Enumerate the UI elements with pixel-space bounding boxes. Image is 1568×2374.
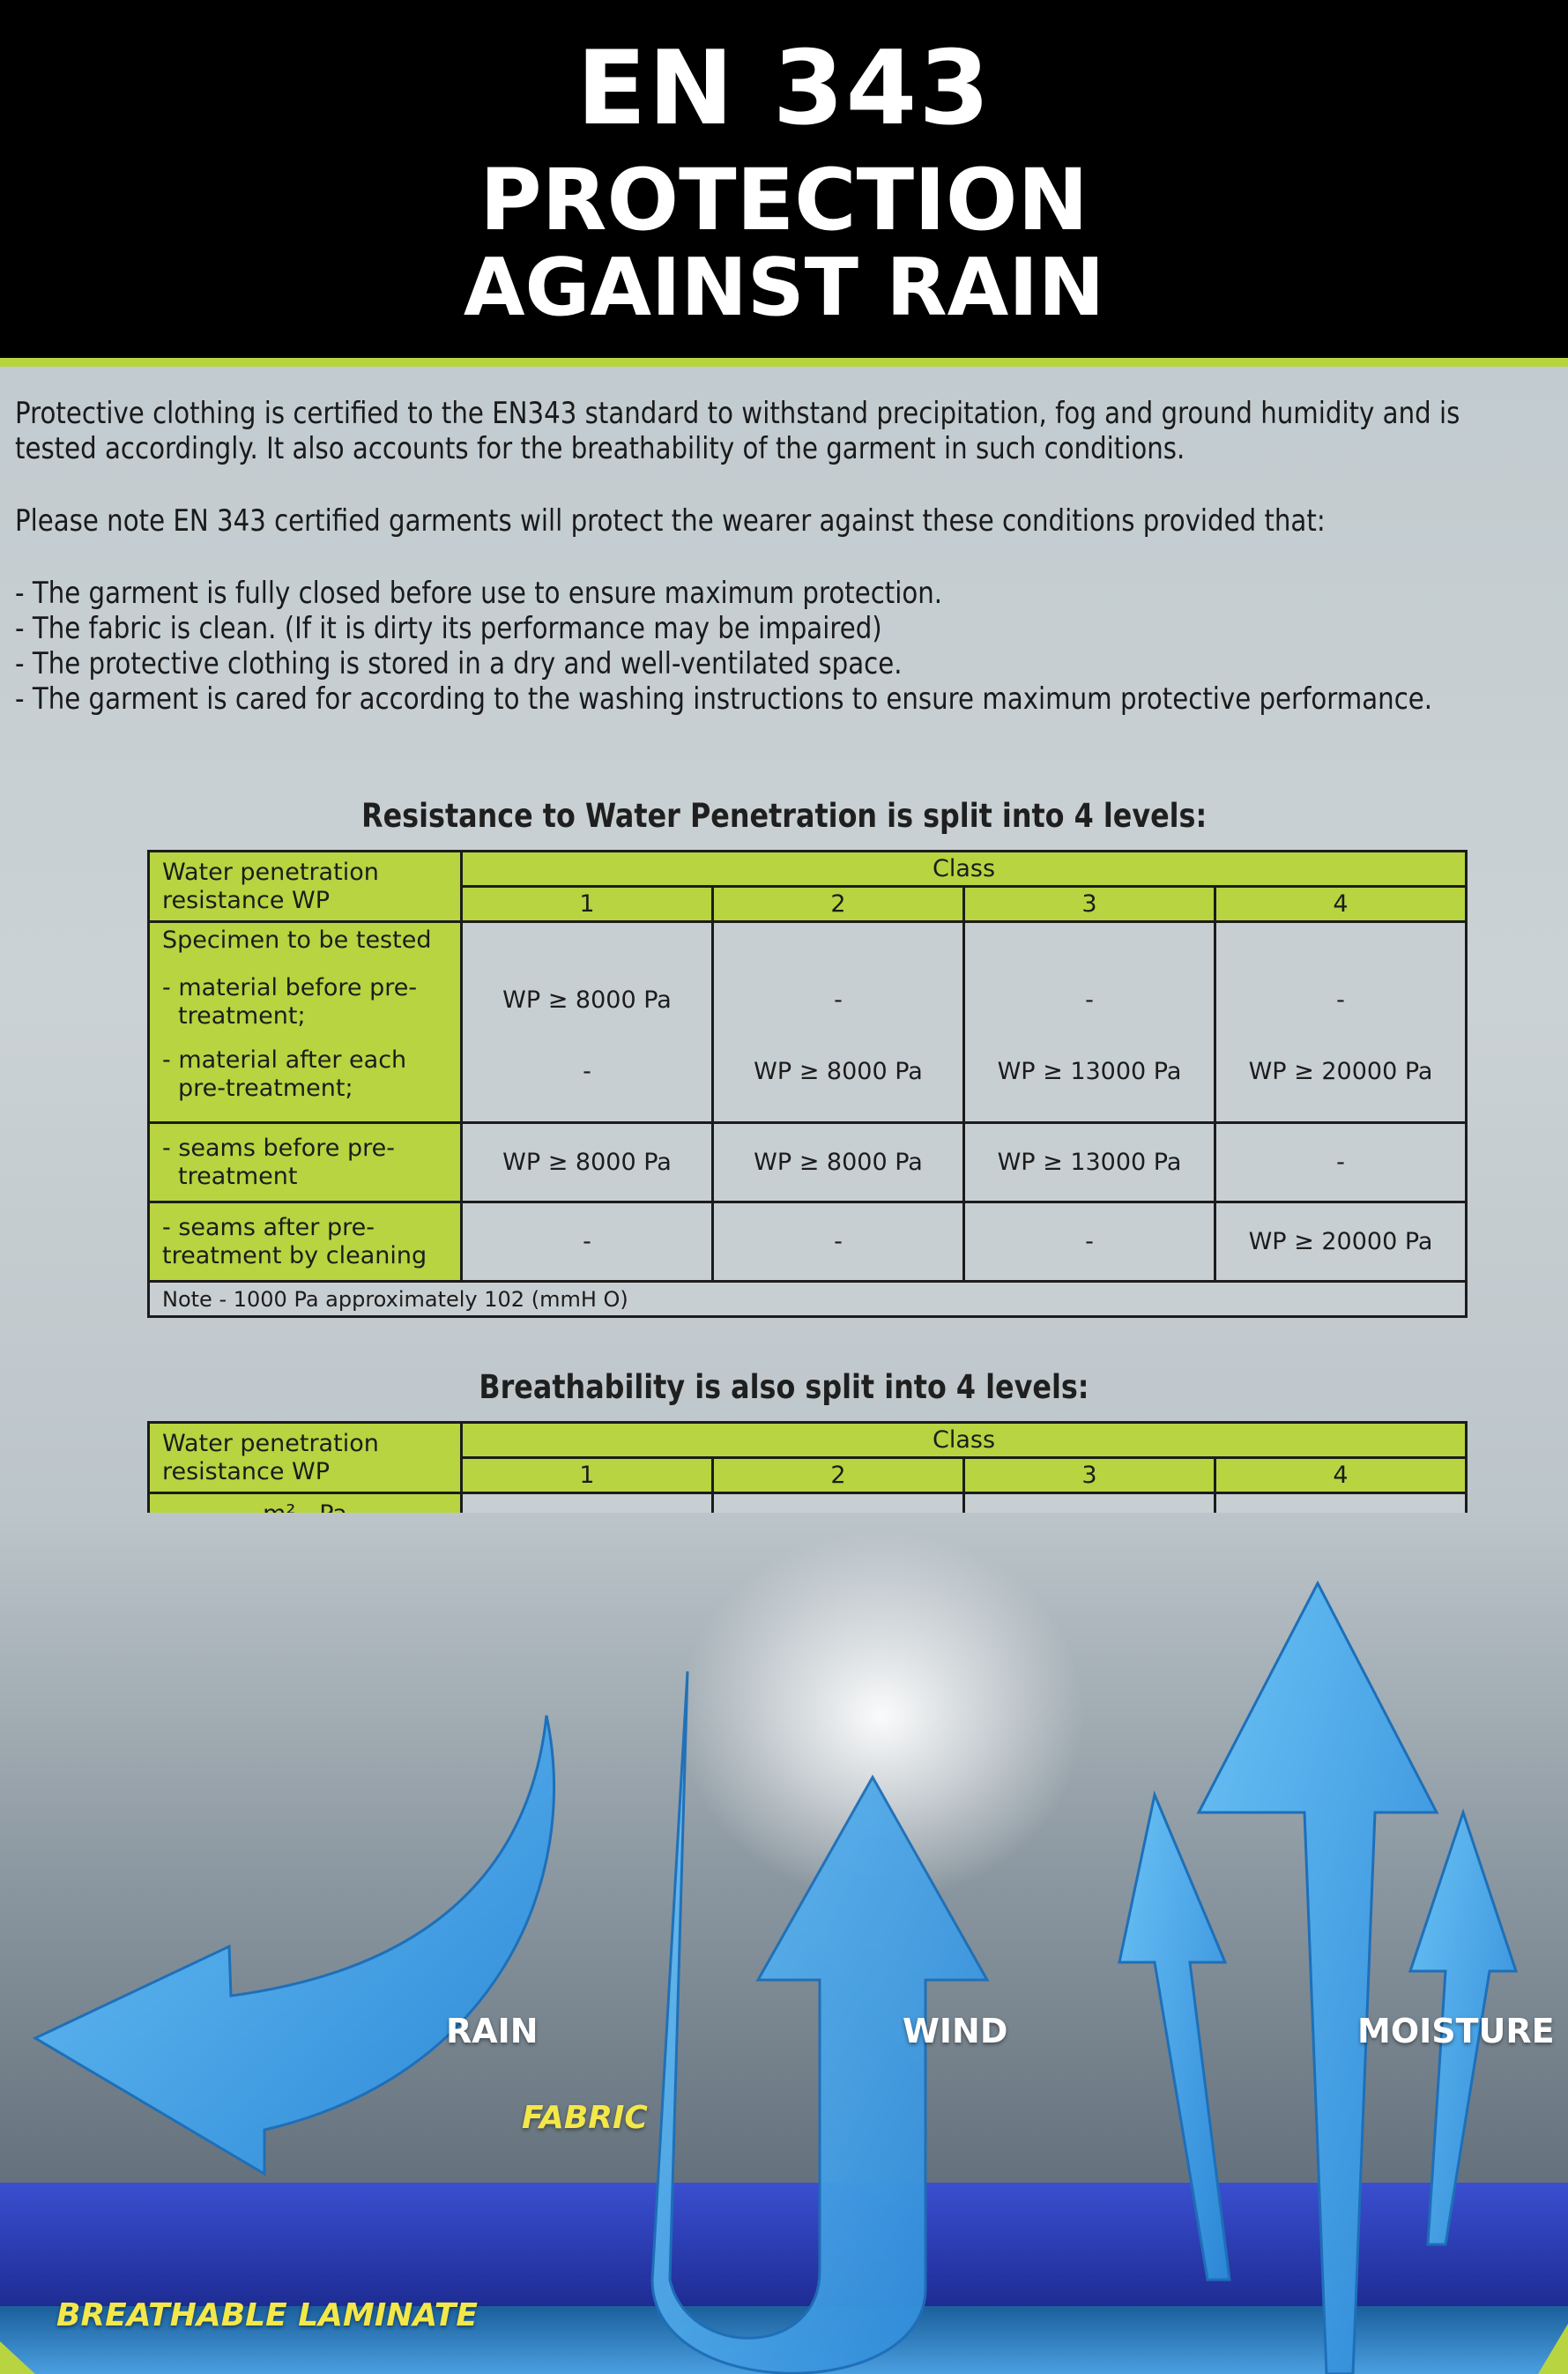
condition-item: - The fabric is clean. (If it is dirty its performance may be impaired) bbox=[15, 611, 882, 646]
table2-class-4: 4 bbox=[1215, 1458, 1467, 1493]
table1-cell: WP ≥ 8000 Pa - bbox=[462, 922, 713, 1123]
table1-cell: - WP ≥ 20000 Pa bbox=[1215, 922, 1467, 1123]
table1-note: Note - 1000 Pa approximately 102 (mmH O) bbox=[149, 1282, 1467, 1317]
content-area bbox=[0, 367, 1568, 1513]
accent-stripe bbox=[0, 358, 1568, 367]
table1-cell: WP ≥ 13000 Pa bbox=[964, 1123, 1215, 1202]
table1-cell: WP ≥ 20000 Pa bbox=[1215, 1202, 1467, 1282]
rain-label: RAIN bbox=[446, 2012, 539, 2050]
intro-text bbox=[15, 396, 1546, 717]
moisture-label: MOISTURE bbox=[1357, 2012, 1555, 2050]
table1-specimen-cell bbox=[149, 922, 462, 1123]
table1-class-header: Class bbox=[462, 852, 1467, 887]
table1-cell: - WP ≥ 13000 Pa bbox=[964, 922, 1215, 1123]
table1-cell: - bbox=[964, 1202, 1215, 1282]
title-line-protection: PROTECTION bbox=[479, 151, 1089, 249]
water-penetration-title: Resistance to Water Penetration is split into 4 levels: bbox=[360, 797, 1208, 835]
condition-item: - The protective clothing is stored in a dry and well-ventilated space. bbox=[15, 646, 903, 681]
table1-class-4: 4 bbox=[1215, 887, 1467, 922]
table2-class-2: 2 bbox=[713, 1458, 964, 1493]
breathability-title: Breathability is also split into 4 levels: bbox=[479, 1368, 1089, 1406]
table1-class-1: 1 bbox=[462, 887, 713, 922]
table2-class-header: Class bbox=[462, 1423, 1467, 1458]
title-line-against-rain: AGAINST RAIN bbox=[463, 242, 1105, 334]
condition-item: - The garment is cared for according to the washing instructions to ensure maximum protective performance. bbox=[15, 681, 1433, 717]
row-label: - seams after pre-treatment by cleaning bbox=[149, 1202, 462, 1282]
table1-corner: Water penetration resistance WP bbox=[149, 852, 462, 922]
water-penetration-table bbox=[147, 850, 1468, 1318]
standard-title: EN 343 bbox=[576, 29, 992, 148]
table1-cell: - bbox=[1215, 1123, 1467, 1202]
row-label: - material before pre-treatment; bbox=[162, 974, 418, 1030]
table1-cell: - bbox=[713, 1202, 964, 1282]
condition-item: - The garment is fully closed before use to ensure maximum protection. bbox=[15, 576, 943, 611]
fabric-label: FABRIC bbox=[522, 2100, 648, 2136]
table2-class-1: 1 bbox=[462, 1458, 713, 1493]
table1-cell: WP ≥ 8000 Pa bbox=[462, 1123, 713, 1202]
row-label: - seams before pre-treatment bbox=[149, 1123, 462, 1202]
table1-class-2: 2 bbox=[713, 887, 964, 922]
wind-label: WIND bbox=[903, 2012, 1008, 2050]
table1-cell: - bbox=[462, 1202, 713, 1282]
illustration-graphic bbox=[0, 1513, 1568, 2374]
fabric-illustration bbox=[0, 1513, 1568, 2374]
table1-class-3: 3 bbox=[964, 887, 1215, 922]
page-header bbox=[0, 0, 1568, 358]
row-label: - material after each pre-treatment; bbox=[162, 1046, 407, 1102]
table1-cell: WP ≥ 8000 Pa bbox=[713, 1123, 964, 1202]
specimen-label: Specimen to be tested bbox=[162, 927, 432, 954]
table2-class-3: 3 bbox=[964, 1458, 1215, 1493]
table2-corner: Water penetration resistance WP bbox=[149, 1423, 462, 1493]
intro-paragraph-1: Protective clothing is certified to the EN343 standard to withstand precipitation, fog and ground humidity and is tested accordingly. It also accounts for the breathability of the garment in such conditions. bbox=[15, 396, 1460, 466]
intro-paragraph-2: Please note EN 343 certified garments will protect the wearer against these conditions provided that: bbox=[15, 503, 1326, 539]
table1-cell: - WP ≥ 8000 Pa bbox=[713, 922, 964, 1123]
laminate-label: BREATHABLE LAMINATE bbox=[56, 2297, 478, 2333]
